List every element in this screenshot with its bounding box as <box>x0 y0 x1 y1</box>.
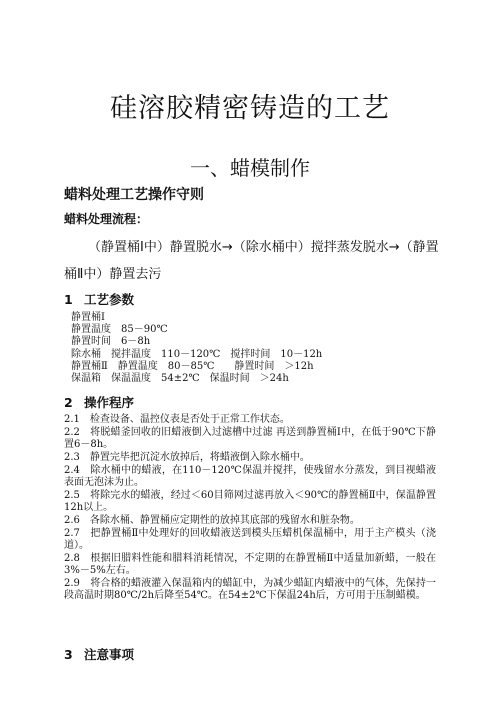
procedure-step: 2.6 各除水桶、静置桶应定期性的放掉其底部的残留水和脏杂物。 <box>64 514 360 526</box>
parameter-line: 除水桶 搅拌温度 110－120℃ 搅拌时间 10－12h <box>71 348 323 360</box>
chapter-heading: 一、蜡模制作 <box>190 156 310 180</box>
parameter-line: 静置时间 6－8h <box>71 336 151 348</box>
procedure-step: 2.2 将脱蜡釜回收的旧蜡液倒入过滤槽中过滤 再送到静置桶Ⅰ中，在低于90℃下静置6－8h。 <box>64 426 436 451</box>
parameter-line: 静置温度 85－90℃ <box>71 324 168 336</box>
subheading-wax-handling: 蜡料处理工艺操作守则 <box>64 187 204 203</box>
section-title: 注意事项 <box>84 647 135 662</box>
procedure-step: 2.8 根据旧腊料性能和腊料消耗情况，不定期的在静置桶Ⅱ中适量加新蜡，一般在3%－5%左右。 <box>64 552 436 577</box>
process-flow-content: （静置桶Ⅰ中）静置脱水→（除水桶中）搅拌蒸发脱水→（静置桶Ⅱ中）静置去污 <box>64 240 439 282</box>
procedure-step: 2.3 静置完毕把沉淀水放掉后，将蜡液倒入除水桶中。 <box>64 451 310 463</box>
section-title: 工艺参数 <box>84 292 135 307</box>
procedure-step: 2.1 检查设备、温控仪表是否处于正常工作状态。 <box>64 414 290 425</box>
procedure-step: 2.9 将合格的蜡液灌入保温箱内的蜡缸中，为减少蜡缸内蜡液中的气体，先保持一段高温时期80℃/2h后降至54℃。在54±2℃下保温24h后，方可用于压制蜡模。 <box>64 577 436 602</box>
procedure-step: 2.7 把静置桶Ⅱ中处理好的回收蜡液送到模头压蜡机保温桶中，用于主产模头（浇道）。 <box>64 527 436 551</box>
parameter-line: 静置桶Ⅰ <box>71 312 105 323</box>
parameter-list <box>71 312 322 385</box>
parameter-line: 保温箱 保温温度 54±2℃ 保温时间 ＞24h <box>71 373 289 385</box>
section-title: 操作程序 <box>84 395 135 410</box>
procedure-step: 2.5 将除完水的蜡液，经过＜60目筛网过滤再放入＜90℃的静置桶Ⅱ中，保温静置12h以上。 <box>64 489 436 514</box>
section-heading-procedure <box>64 393 134 411</box>
procedure-step: 2.4 除水桶中的蜡液，在110－120℃保温并搅拌，使残留水分蒸发，到目视蜡液表面无泡沫为止。 <box>64 464 436 488</box>
section-heading-notes <box>64 645 134 663</box>
parameter-line: 静置桶Ⅱ 静置温度 80－85℃ 静置时间 ＞12h <box>71 360 314 372</box>
section-number: 1 <box>64 292 73 307</box>
document-title: 硅溶胶精密铸造的工艺 <box>110 93 390 124</box>
section-heading-parameters <box>64 290 134 308</box>
process-flow-text <box>64 234 444 288</box>
procedure-steps <box>64 414 436 603</box>
section-number: 2 <box>64 395 73 410</box>
subheading-process-flow: 蜡料处理流程： <box>64 212 149 226</box>
section-number: 3 <box>64 647 73 662</box>
